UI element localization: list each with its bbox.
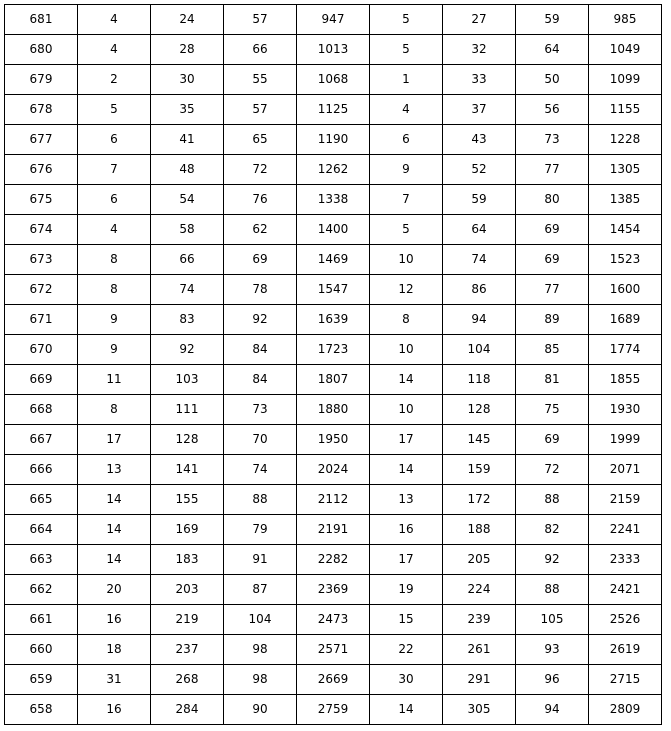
table-cell: 671	[5, 305, 78, 335]
table-cell: 680	[5, 35, 78, 65]
table-cell: 203	[151, 575, 224, 605]
table-cell: 145	[443, 425, 516, 455]
table-cell: 2333	[589, 545, 662, 575]
table-cell: 48	[151, 155, 224, 185]
table-cell: 662	[5, 575, 78, 605]
table-cell: 205	[443, 545, 516, 575]
table-cell: 59	[443, 185, 516, 215]
table-cell: 169	[151, 515, 224, 545]
table-cell: 57	[224, 5, 297, 35]
table-row	[5, 275, 662, 305]
table-cell: 56	[516, 95, 589, 125]
table-cell: 10	[370, 245, 443, 275]
table-cell: 237	[151, 635, 224, 665]
table-row	[5, 125, 662, 155]
table-row	[5, 365, 662, 395]
table-cell: 1262	[297, 155, 370, 185]
table-cell: 13	[78, 455, 151, 485]
table-cell: 679	[5, 65, 78, 95]
table-cell: 69	[516, 425, 589, 455]
table-cell: 77	[516, 275, 589, 305]
table-cell: 59	[516, 5, 589, 35]
table-cell: 666	[5, 455, 78, 485]
table-cell: 1400	[297, 215, 370, 245]
table-cell: 96	[516, 665, 589, 695]
table-cell: 7	[370, 185, 443, 215]
table-cell: 1155	[589, 95, 662, 125]
table-cell: 1950	[297, 425, 370, 455]
table-cell: 660	[5, 635, 78, 665]
table-cell: 69	[516, 215, 589, 245]
table-cell: 62	[224, 215, 297, 245]
table-cell: 2241	[589, 515, 662, 545]
table-row	[5, 545, 662, 575]
table-cell: 1338	[297, 185, 370, 215]
table-row	[5, 395, 662, 425]
table-cell: 14	[78, 485, 151, 515]
table-cell: 4	[370, 95, 443, 125]
table-cell: 1013	[297, 35, 370, 65]
table-cell: 4	[78, 215, 151, 245]
table-cell: 670	[5, 335, 78, 365]
table-cell: 18	[78, 635, 151, 665]
table-cell: 664	[5, 515, 78, 545]
table-cell: 16	[78, 605, 151, 635]
table-cell: 1723	[297, 335, 370, 365]
table-row	[5, 635, 662, 665]
table-cell: 239	[443, 605, 516, 635]
table-cell: 17	[370, 545, 443, 575]
table-cell: 659	[5, 665, 78, 695]
table-cell: 16	[78, 695, 151, 725]
table-cell: 1600	[589, 275, 662, 305]
table-cell: 66	[224, 35, 297, 65]
table-cell: 1523	[589, 245, 662, 275]
table-cell: 947	[297, 5, 370, 35]
table-cell: 41	[151, 125, 224, 155]
table-cell: 70	[224, 425, 297, 455]
table-cell: 674	[5, 215, 78, 245]
table-cell: 54	[151, 185, 224, 215]
table-cell: 20	[78, 575, 151, 605]
table-cell: 17	[370, 425, 443, 455]
table-cell: 31	[78, 665, 151, 695]
table-cell: 11	[78, 365, 151, 395]
table-cell: 8	[78, 275, 151, 305]
table-row	[5, 185, 662, 215]
table-cell: 81	[516, 365, 589, 395]
table-cell: 1689	[589, 305, 662, 335]
table-cell: 6	[370, 125, 443, 155]
table-cell: 2282	[297, 545, 370, 575]
table-cell: 83	[151, 305, 224, 335]
table-cell: 669	[5, 365, 78, 395]
table-cell: 33	[443, 65, 516, 95]
table-cell: 94	[443, 305, 516, 335]
table-cell: 105	[516, 605, 589, 635]
table-cell: 2809	[589, 695, 662, 725]
table-cell: 91	[224, 545, 297, 575]
table-cell: 6	[78, 185, 151, 215]
table-cell: 261	[443, 635, 516, 665]
table-cell: 1639	[297, 305, 370, 335]
table-cell: 104	[443, 335, 516, 365]
table-cell: 183	[151, 545, 224, 575]
table-cell: 64	[443, 215, 516, 245]
table-cell: 663	[5, 545, 78, 575]
table-cell: 10	[370, 395, 443, 425]
table-cell: 93	[516, 635, 589, 665]
table-cell: 82	[516, 515, 589, 545]
table-cell: 8	[370, 305, 443, 335]
table-cell: 665	[5, 485, 78, 515]
table-cell: 1190	[297, 125, 370, 155]
table-cell: 111	[151, 395, 224, 425]
table-cell: 85	[516, 335, 589, 365]
table-cell: 27	[443, 5, 516, 35]
table-cell: 188	[443, 515, 516, 545]
table-cell: 658	[5, 695, 78, 725]
table-cell: 64	[516, 35, 589, 65]
table-cell: 268	[151, 665, 224, 695]
table-cell: 1807	[297, 365, 370, 395]
table-cell: 2619	[589, 635, 662, 665]
table-cell: 224	[443, 575, 516, 605]
table-cell: 24	[151, 5, 224, 35]
table-cell: 1305	[589, 155, 662, 185]
table-cell: 1855	[589, 365, 662, 395]
table-cell: 75	[516, 395, 589, 425]
table-cell: 16	[370, 515, 443, 545]
table-cell: 2669	[297, 665, 370, 695]
table-cell: 98	[224, 635, 297, 665]
table-cell: 159	[443, 455, 516, 485]
table-cell: 78	[224, 275, 297, 305]
table-cell: 6	[78, 125, 151, 155]
table-cell: 84	[224, 365, 297, 395]
table-cell: 672	[5, 275, 78, 305]
table-cell: 681	[5, 5, 78, 35]
table-cell: 72	[224, 155, 297, 185]
table-cell: 4	[78, 35, 151, 65]
table-cell: 87	[224, 575, 297, 605]
table-row	[5, 95, 662, 125]
table-cell: 94	[516, 695, 589, 725]
table-cell: 28	[151, 35, 224, 65]
table-cell: 14	[370, 455, 443, 485]
table-row	[5, 335, 662, 365]
table-cell: 1880	[297, 395, 370, 425]
table-row	[5, 5, 662, 35]
score-table	[4, 4, 662, 725]
table-cell: 35	[151, 95, 224, 125]
table-cell: 1	[370, 65, 443, 95]
table-cell: 2	[78, 65, 151, 95]
table-cell: 4	[78, 5, 151, 35]
table-cell: 84	[224, 335, 297, 365]
table-cell: 1049	[589, 35, 662, 65]
table-cell: 65	[224, 125, 297, 155]
table-cell: 88	[516, 485, 589, 515]
table-cell: 69	[224, 245, 297, 275]
table-row	[5, 515, 662, 545]
table-cell: 74	[151, 275, 224, 305]
table-cell: 2759	[297, 695, 370, 725]
table-cell: 72	[516, 455, 589, 485]
table-cell: 17	[78, 425, 151, 455]
table-row	[5, 425, 662, 455]
table-cell: 103	[151, 365, 224, 395]
table-cell: 1547	[297, 275, 370, 305]
table-cell: 13	[370, 485, 443, 515]
table-cell: 8	[78, 245, 151, 275]
table-cell: 155	[151, 485, 224, 515]
table-cell: 92	[151, 335, 224, 365]
score-table-container	[4, 4, 662, 725]
table-cell: 118	[443, 365, 516, 395]
table-cell: 1454	[589, 215, 662, 245]
table-cell: 66	[151, 245, 224, 275]
table-cell: 5	[370, 35, 443, 65]
table-cell: 678	[5, 95, 78, 125]
table-cell: 2071	[589, 455, 662, 485]
table-row	[5, 35, 662, 65]
table-cell: 73	[224, 395, 297, 425]
table-cell: 284	[151, 695, 224, 725]
table-cell: 128	[151, 425, 224, 455]
table-row	[5, 155, 662, 185]
table-cell: 1125	[297, 95, 370, 125]
table-cell: 1068	[297, 65, 370, 95]
table-cell: 57	[224, 95, 297, 125]
table-cell: 219	[151, 605, 224, 635]
table-cell: 1469	[297, 245, 370, 275]
table-cell: 7	[78, 155, 151, 185]
table-cell: 86	[443, 275, 516, 305]
table-cell: 74	[443, 245, 516, 275]
table-cell: 92	[516, 545, 589, 575]
table-row	[5, 485, 662, 515]
table-cell: 37	[443, 95, 516, 125]
table-cell: 2024	[297, 455, 370, 485]
table-cell: 9	[78, 305, 151, 335]
table-row	[5, 215, 662, 245]
table-cell: 677	[5, 125, 78, 155]
table-cell: 667	[5, 425, 78, 455]
table-cell: 55	[224, 65, 297, 95]
table-cell: 9	[78, 335, 151, 365]
table-cell: 661	[5, 605, 78, 635]
table-body	[5, 5, 662, 725]
table-cell: 2473	[297, 605, 370, 635]
table-cell: 10	[370, 335, 443, 365]
table-cell: 985	[589, 5, 662, 35]
table-row	[5, 575, 662, 605]
table-cell: 14	[78, 515, 151, 545]
table-cell: 2112	[297, 485, 370, 515]
table-cell: 90	[224, 695, 297, 725]
table-row	[5, 245, 662, 275]
table-cell: 305	[443, 695, 516, 725]
table-cell: 1385	[589, 185, 662, 215]
table-cell: 1099	[589, 65, 662, 95]
table-row	[5, 305, 662, 335]
table-cell: 50	[516, 65, 589, 95]
table-cell: 32	[443, 35, 516, 65]
table-row	[5, 65, 662, 95]
table-cell: 1228	[589, 125, 662, 155]
table-cell: 79	[224, 515, 297, 545]
table-cell: 30	[151, 65, 224, 95]
table-cell: 291	[443, 665, 516, 695]
table-cell: 15	[370, 605, 443, 635]
table-cell: 14	[78, 545, 151, 575]
table-cell: 14	[370, 695, 443, 725]
table-cell: 43	[443, 125, 516, 155]
table-cell: 58	[151, 215, 224, 245]
table-cell: 88	[224, 485, 297, 515]
table-cell: 74	[224, 455, 297, 485]
table-cell: 1774	[589, 335, 662, 365]
table-cell: 128	[443, 395, 516, 425]
table-cell: 88	[516, 575, 589, 605]
table-row	[5, 605, 662, 635]
table-cell: 12	[370, 275, 443, 305]
table-cell: 77	[516, 155, 589, 185]
table-cell: 1999	[589, 425, 662, 455]
table-cell: 104	[224, 605, 297, 635]
table-cell: 30	[370, 665, 443, 695]
table-cell: 80	[516, 185, 589, 215]
table-cell: 2421	[589, 575, 662, 605]
table-cell: 2369	[297, 575, 370, 605]
table-cell: 22	[370, 635, 443, 665]
table-cell: 2571	[297, 635, 370, 665]
table-row	[5, 695, 662, 725]
table-cell: 676	[5, 155, 78, 185]
table-cell: 141	[151, 455, 224, 485]
table-row	[5, 455, 662, 485]
table-cell: 69	[516, 245, 589, 275]
table-cell: 76	[224, 185, 297, 215]
table-cell: 2191	[297, 515, 370, 545]
table-cell: 5	[78, 95, 151, 125]
table-cell: 92	[224, 305, 297, 335]
table-cell: 89	[516, 305, 589, 335]
table-cell: 52	[443, 155, 516, 185]
table-cell: 73	[516, 125, 589, 155]
table-cell: 8	[78, 395, 151, 425]
table-row	[5, 665, 662, 695]
table-cell: 668	[5, 395, 78, 425]
table-cell: 675	[5, 185, 78, 215]
table-cell: 9	[370, 155, 443, 185]
table-cell: 2159	[589, 485, 662, 515]
table-cell: 19	[370, 575, 443, 605]
table-cell: 2715	[589, 665, 662, 695]
table-cell: 14	[370, 365, 443, 395]
table-cell: 172	[443, 485, 516, 515]
table-cell: 673	[5, 245, 78, 275]
table-cell: 5	[370, 215, 443, 245]
table-cell: 2526	[589, 605, 662, 635]
table-cell: 5	[370, 5, 443, 35]
table-cell: 98	[224, 665, 297, 695]
table-cell: 1930	[589, 395, 662, 425]
